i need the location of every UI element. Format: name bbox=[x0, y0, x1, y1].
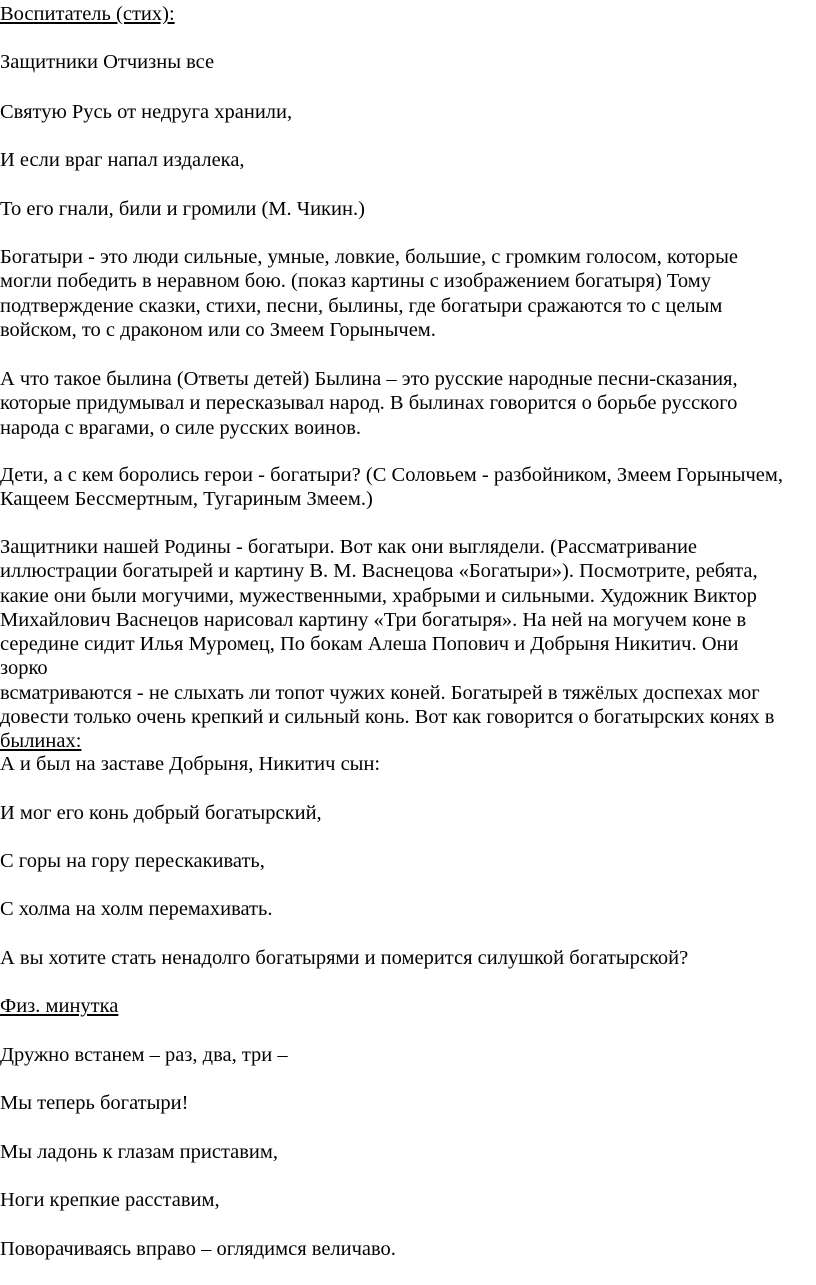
paragraph-line: подтверждение сказки, стихи, песни, былины, где богатыри сражаются то с целым bbox=[0, 294, 723, 317]
paragraph-zashchitniki bbox=[0, 535, 790, 754]
paragraph-line: А что такое былина (Ответы детей) Былина – это русские народные песни-сказания, bbox=[0, 368, 738, 390]
fizminutka-line: Дружно встанем – раз, два, три – bbox=[0, 1044, 288, 1066]
paragraph-line: которые придумывал и пересказывал народ. В былинах говорится о борьбе русского bbox=[0, 392, 738, 415]
paragraph-line: середине сидит Илья Муромец, По бокам Алеша Попович и Добрыня Никитич. Они зорко bbox=[0, 633, 739, 680]
paragraph-bogatyri bbox=[0, 245, 790, 342]
paragraph-deti bbox=[0, 463, 790, 512]
poem-line: И если враг напал издалека, bbox=[0, 149, 245, 171]
fizminutka-line: Мы ладонь к глазам приставим, bbox=[0, 1141, 279, 1163]
paragraph-line: Кащеем Бессмертным, Тугариным Змеем.) bbox=[0, 488, 373, 511]
paragraph-line: какие они были могучими, мужественными, храбрыми и сильными. Художник Виктор bbox=[0, 584, 757, 607]
paragraph-line: войском, то с драконом или со Змеем Горынычем. bbox=[0, 318, 436, 341]
fizminutka-line: Мы теперь богатыри! bbox=[0, 1092, 189, 1114]
bylina-line: И мог его конь добрый богатырский, bbox=[0, 802, 322, 824]
underlined-word: былинах: bbox=[0, 730, 82, 753]
paragraph-line: могли победить в неравном бою. (показ картины с изображением богатыря) Тому bbox=[0, 270, 711, 293]
paragraph-line: Михайлович Васнецов нарисовал картину «Три богатыря». На ней на могучем коне в bbox=[0, 608, 747, 631]
paragraph-line: Богатыри - это люди сильные, умные, ловкие, большие, с громким голосом, которые bbox=[0, 246, 738, 268]
heading-fizminutka: Физ. минутка bbox=[0, 995, 119, 1017]
heading-teacher-poem: Воспитатель (стих): bbox=[0, 3, 175, 25]
bylina-line: С холма на холм перемахивать. bbox=[0, 898, 273, 920]
paragraph-bylina bbox=[0, 367, 790, 440]
poem-line: То его гнали, били и громили (М. Чикин.) bbox=[0, 198, 365, 220]
bylina-line: А и был на заставе Добрыня, Никитич сын: bbox=[0, 753, 381, 775]
question-line: А вы хотите стать ненадолго богатырями и померится силушкой богатырской? bbox=[0, 947, 689, 969]
fizminutka-line: Ноги крепкие расставим, bbox=[0, 1189, 220, 1211]
paragraph-line: довести только очень крепкий и сильный конь. Вот как говорится о богатырских конях в bbox=[0, 706, 775, 729]
bylina-line: С горы на гору перескакивать, bbox=[0, 850, 265, 872]
poem-line: Защитники Отчизны все bbox=[0, 51, 215, 73]
poem-line: Святую Русь от недруга хранили, bbox=[0, 101, 293, 123]
fizminutka-line: Поворачиваясь вправо – оглядимся величаво. bbox=[0, 1238, 396, 1260]
paragraph-line: иллюстрации богатырей и картину В. М. Васнецова «Богатыри»). Посмотрите, ребята, bbox=[0, 560, 758, 583]
paragraph-line: всматриваются - не слыхать ли топот чужих коней. Богатырей в тяжёлых доспехах мог bbox=[0, 681, 760, 704]
paragraph-line: Дети, а с кем боролись герои - богатыри? (С Соловьем - разбойником, Змеем Горынычем, bbox=[0, 464, 783, 486]
paragraph-line: народа с врагами, о силе русских воинов. bbox=[0, 416, 362, 439]
paragraph-line: Защитники нашей Родины - богатыри. Вот как они выглядели. (Рассматривание bbox=[0, 536, 698, 558]
paragraph-line-underlined bbox=[0, 729, 790, 753]
